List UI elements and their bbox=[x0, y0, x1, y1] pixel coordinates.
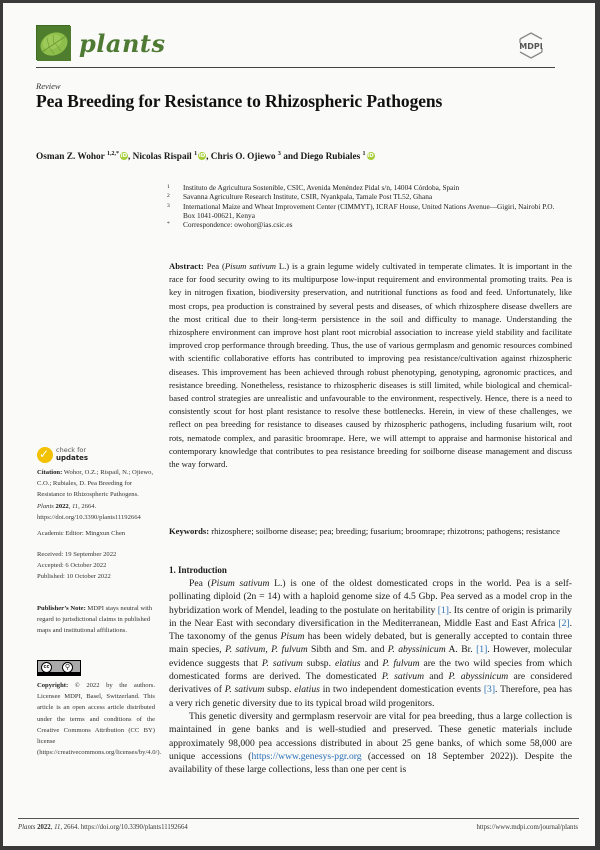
author-name: Diego Rubiales bbox=[300, 152, 363, 162]
section-heading-introduction: 1. Introduction bbox=[169, 565, 227, 575]
footer-citation: Plants 2022, 11, 2664. https://doi.org/10.3390/plants11192664 bbox=[18, 824, 188, 831]
affiliation-marker: 1 bbox=[362, 151, 366, 157]
citation: Citation: Wohor, O.Z.; Rispail, N.; Ojiewo, C.O.; Rubiales, D. Pea Breeding for Resistance to Rhizospheric Pathogens. Plants 2022, 11, 2664. https://doi.org/10.3390/plants11192664 bbox=[37, 469, 154, 521]
article-title: Pea Breeding for Resistance to Rhizospheric Pathogens bbox=[36, 91, 443, 111]
pdf-page bbox=[3, 3, 595, 846]
affiliation-item bbox=[167, 192, 567, 201]
header-divider bbox=[36, 67, 555, 68]
reference-link[interactable]: [2] bbox=[558, 617, 570, 629]
keywords-label: Keywords: bbox=[169, 526, 210, 536]
citation-volume: 11 bbox=[72, 502, 79, 510]
author-name: Nicolas Rispail bbox=[132, 152, 195, 162]
affiliation-text: Correspondence: owohor@ias.csic.es bbox=[183, 220, 293, 230]
publisher-note bbox=[37, 603, 155, 637]
copyright-label: Copyright: bbox=[37, 682, 69, 689]
affiliation-item bbox=[167, 220, 567, 229]
orcid-icon[interactable]: iD bbox=[367, 153, 374, 159]
affiliation-marker: 2 bbox=[167, 193, 170, 200]
check-updates-line2: updates bbox=[56, 454, 88, 462]
author-separator: and bbox=[280, 152, 301, 162]
abstract-text: L.) is a grain legume widely cultivated in temperate climates. It is important in the race for food security owing to its multipurpose low-input requirement and environmental promoting traits. Pea is key in nitrogen fixation, biodiversity preservation, and nutritional functions as food and feed. Unfortunately, like most crops, pea production is constrained by several pests and diseases, of which rhizosphere disease dwellers are the most critical due to their long-term persistence in the soil and difficulty to manage. Understanding the rhizosphere environment can improve host plant root microbial association to increase yield stability and facilitate improved crop performance through breeding. Thus, the use of various germplasm and genomic resources combined with scientific collaborative efforts has contributed to improving pea resistance/cultivation against rhizospheric diseases. This improvement has been achieved through robust phenotyping, genotyping, agronomic practices, and resistance breeding. Nonetheless, resistance to rhizospheric diseases is still limited, while biological and chemical-based control strategies are unrealistic and unfavourable to the environment, respectively. Hence, there is a need to consistently scout for host plant resistance to resolve these bottlenecks. Herein, in view of these challenges, we reflect on pea breeding for resistance to diseases caused by rhizospheric pathogens, including fusarium wilt, root rots, nematode complex, and parasitic broomrape. Here, we will attempt to appraise and harmonise historical and contemporary knowledge that contributes to pea resistance breeding for soilborne disease management and discuss the way forward. bbox=[169, 261, 572, 470]
affiliation-text: Instituto de Agricultura Sostenible, CSIC, Avenida Menéndez Pidal s/n, 14004 Córdoba, Spain bbox=[183, 183, 460, 192]
author-name: Osman Z. Wohor bbox=[36, 152, 107, 162]
accepted-date: Accepted: 6 October 2022 bbox=[37, 562, 107, 570]
published-date: Published: 10 October 2022 bbox=[37, 573, 111, 581]
affiliations bbox=[167, 183, 567, 229]
received-date: Received: 19 September 2022 bbox=[37, 551, 117, 558]
citation-doi-link[interactable]: , 2664. https://doi.org/10.3390/plants11192664 bbox=[37, 502, 141, 521]
footer-volume: 11 bbox=[54, 824, 61, 831]
abstract-label: Abstract: bbox=[169, 261, 204, 271]
article-type: Review bbox=[36, 81, 61, 91]
creative-commons-icon: cc bbox=[41, 662, 52, 673]
introduction-body bbox=[169, 577, 572, 776]
mdpi-hexagon-icon bbox=[516, 30, 546, 61]
academic-editor: Academic Editor: Mingxun Chen bbox=[37, 530, 126, 537]
footer-journal: Plants bbox=[18, 824, 36, 831]
publisher-note-label: Publisher’s Note: bbox=[37, 605, 86, 612]
abstract-text: Pea ( bbox=[203, 261, 225, 271]
paragraph: This genetic diversity and germplasm reservoir are vital for pea breeding, thus a large collection is maintained in gene banks and is well-studied and preserved. These genetic materials include approximately 98,000 pea accessions distributed in about 25 gene banks, of which some 58,000 are unique accessions (https://www.genesys-pgr.org (accessed on 18 September 2022)). Despite the availability of these large collections, less than one per cent is bbox=[169, 710, 572, 776]
affiliation-item bbox=[167, 202, 567, 221]
affiliation-marker: 1,2,* bbox=[106, 151, 119, 157]
author-separator: , bbox=[127, 152, 133, 162]
footer-year: 2022 bbox=[37, 824, 51, 831]
citation-text: Wohor, O.Z.; Rispail, N.; Ojiewo, C.O.; Rubiales, D. Pea Breeding for Resistance to Rhizospheric Pathogens. bbox=[37, 469, 154, 499]
author-name: Chris O. Ojiewo bbox=[210, 152, 278, 162]
cc-by-strip bbox=[38, 672, 80, 675]
check-updates-icon: ✓ bbox=[37, 447, 53, 463]
cc-license-badge[interactable] bbox=[37, 660, 81, 676]
leaf-icon bbox=[37, 26, 71, 61]
abstract bbox=[169, 260, 572, 471]
mdpi-logo[interactable] bbox=[516, 30, 546, 61]
affiliation-item bbox=[167, 183, 567, 192]
species-name: Pisum sativum bbox=[224, 261, 276, 271]
attribution-person-icon: ⚲ bbox=[62, 662, 73, 673]
genesys-link[interactable]: https://www.genesys-pgr.org bbox=[251, 750, 362, 762]
paragraph: Pea (Pisum sativum L.) is one of the oldest domesticated crops in the world. Pea is a self-pollinating diploid (2n = 14) with a haploid genome size of 4.5 Gbp. Pea served as a model crop in the hybridization work of Mendel, leading to the postulate on heritability [1]. Its centre of origin is primarily in the Near East with secondary diversification in the Mediterranean, Middle East and East Africa [2]. The taxonomy of the genus Pisum has been widely debated, but is generally accepted to contain three main species, P. sativum, P. fulvum Sibth and Sm. and P. abyssinicum A. Br. [1]. However, molecular evidence suggests that P. sativum subsp. elatius and P. fulvum are the two wild species from which domesticated forms are derived. The domesticated P. sativum and P. abyssinicum are considered derivatives of P. sativum subsp. elatius in two independent domestication events [3]. Therefore, pea has a very rich genetic diversity due to its typical broad wild progenitors. bbox=[169, 578, 573, 709]
citation-year: 2022 bbox=[55, 502, 69, 510]
check-updates-line1: check for bbox=[56, 446, 87, 454]
footer-doi-link[interactable]: , 2664. https://doi.org/10.3390/plants11192664 bbox=[60, 824, 188, 831]
affiliation-marker: 3 bbox=[277, 151, 281, 157]
keywords-list: rhizosphere; soilborne disease; pea; breeding; fusarium; broomrape; rhizotrons; pathogens; resistance bbox=[209, 526, 560, 536]
footer-journal-url[interactable]: https://www.mdpi.com/journal/plants bbox=[476, 824, 578, 831]
keywords bbox=[169, 525, 572, 538]
orcid-icon[interactable]: iD bbox=[120, 153, 128, 159]
reference-link[interactable]: [1] bbox=[437, 604, 449, 616]
author-separator: , bbox=[206, 152, 211, 162]
check-for-updates-button[interactable] bbox=[37, 447, 117, 467]
citation-journal: Plants bbox=[37, 502, 54, 510]
publisher-note-text: MDPI stays neutral with regard to jurisdictional claims in published maps and institutional affiliations. bbox=[37, 605, 153, 635]
copyright bbox=[37, 680, 162, 758]
orcid-icon[interactable]: iD bbox=[198, 153, 206, 159]
affiliation-text: Savanna Agriculture Research Institute, CSIR, Nyankpala, Tamale Post TL52, Ghana bbox=[183, 192, 433, 202]
journal-name: plants bbox=[79, 29, 166, 58]
footer-divider bbox=[18, 818, 579, 819]
reference-link[interactable]: [1] bbox=[476, 644, 488, 656]
copyright-text: © 2022 by the authors. Licensee MDPI, Basel, Switzerland. This article is an open access article distributed under the terms and conditions of the Creative Commons Attribution (CC BY) license (https://creativecommons.org/licenses/by/4.0/). bbox=[37, 682, 162, 757]
author-list bbox=[36, 151, 375, 162]
citation-label: Citation: bbox=[37, 469, 63, 476]
affiliation-marker: * bbox=[167, 221, 170, 228]
affiliation-marker: 1 bbox=[167, 184, 170, 190]
affiliation-marker: 3 bbox=[167, 202, 170, 209]
svg-text:MDPI: MDPI bbox=[519, 42, 543, 51]
publication-dates bbox=[37, 549, 155, 583]
reference-link[interactable]: [3] bbox=[483, 684, 496, 696]
affiliation-marker: 1 bbox=[194, 151, 198, 157]
journal-logo bbox=[36, 25, 70, 60]
affiliation-text: International Maize and Wheat Improvement Center (CIMMYT), ICRAF House, United Nations Avenue—Gigiri, Nairobi P.O. Box 1041-00621, Kenya bbox=[183, 201, 555, 220]
